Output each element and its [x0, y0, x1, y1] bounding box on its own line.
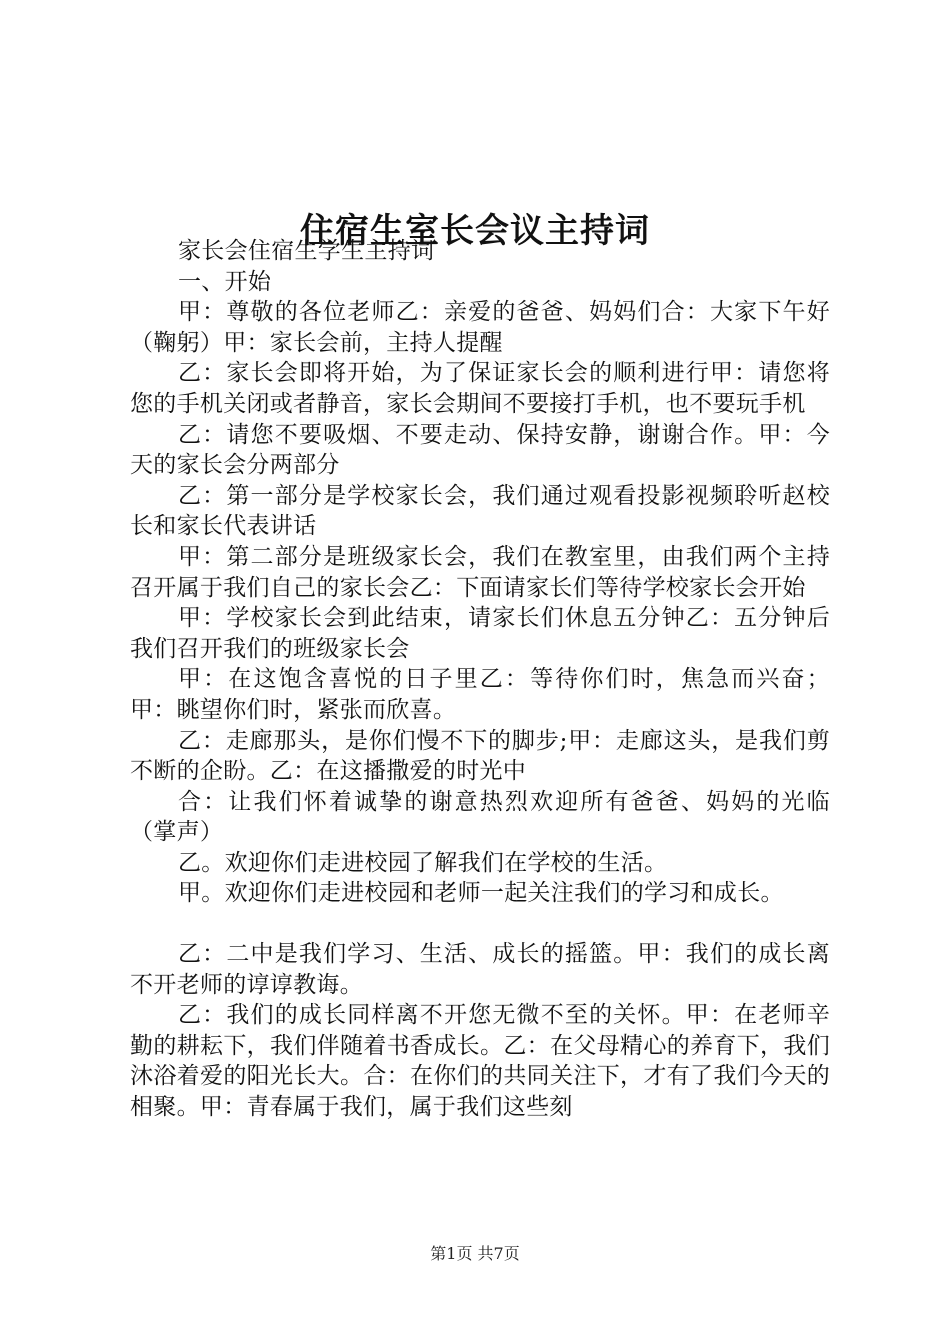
paragraph: 甲：在这饱含喜悦的日子里乙：等待你们时，焦急而兴奋；甲：眺望你们时，紧张而欣喜。 [130, 666, 830, 723]
document-title: 住宿生室长会议主持词 [300, 210, 650, 251]
paragraph: 甲：第二部分是班级家长会，我们在教室里，由我们两个主持召开属于我们自己的家长会乙：下面请家长们等待学校家长会开始 [130, 543, 830, 601]
paragraph: 甲。欢迎你们走进校园和老师一起关注我们的学习和成长。 [178, 880, 784, 907]
document-body [130, 236, 830, 1123]
paragraph: 家长会住宿生学生主持词 [178, 238, 435, 264]
paragraph: 乙。欢迎你们走进校园了解我们在学校的生活。 [178, 849, 668, 876]
paragraph: 乙：二中是我们学习、生活、成长的摇篮。甲：我们的成长离不开老师的谆谆教诲。 [130, 941, 830, 998]
paragraph: 合：让我们怀着诚挚的谢意热烈欢迎所有爸爸、妈妈的光临（掌声） [130, 788, 830, 846]
paragraph: 甲：尊敬的各位老师乙：亲爱的爸爸、妈妈们合：大家下午好（鞠躬）甲：家长会前，主持人提醒 [130, 299, 830, 356]
page-number-footer: 第1页 共7页 [430, 1244, 520, 1263]
paragraph: 乙：我们的成长同样离不开您无微不至的关怀。甲：在老师辛勤的耕耘下，我们伴随着书香成长。乙：在父母精心的养育下，我们沐浴着爱的阳光长大。合：在你们的共同关注下，才有了我们今天的相聚。甲：青春属于我们，属于我们这些刻 [130, 1002, 830, 1121]
paragraph: 乙：第一部分是学校家长会，我们通过观看投影视频聆听赵校长和家长代表讲话 [130, 482, 830, 540]
paragraph: 甲：学校家长会到此结束，请家长们休息五分钟乙：五分钟后我们召开我们的班级家长会 [130, 605, 830, 662]
paragraph: 乙：走廊那头，是你们慢不下的脚步;甲：走廊这头，是我们剪不断的企盼。乙：在这播撒爱的时光中 [130, 727, 830, 785]
paragraph: 乙：请您不要吸烟、不要走动、保持安静，谢谢合作。甲：今天的家长会分两部分 [130, 421, 830, 479]
paragraph: 乙：家长会即将开始，为了保证家长会的顺利进行甲：请您将您的手机关闭或者静音，家长会期间不要接打手机，也不要玩手机 [130, 360, 830, 417]
paragraph: 一、开始 [178, 268, 272, 295]
